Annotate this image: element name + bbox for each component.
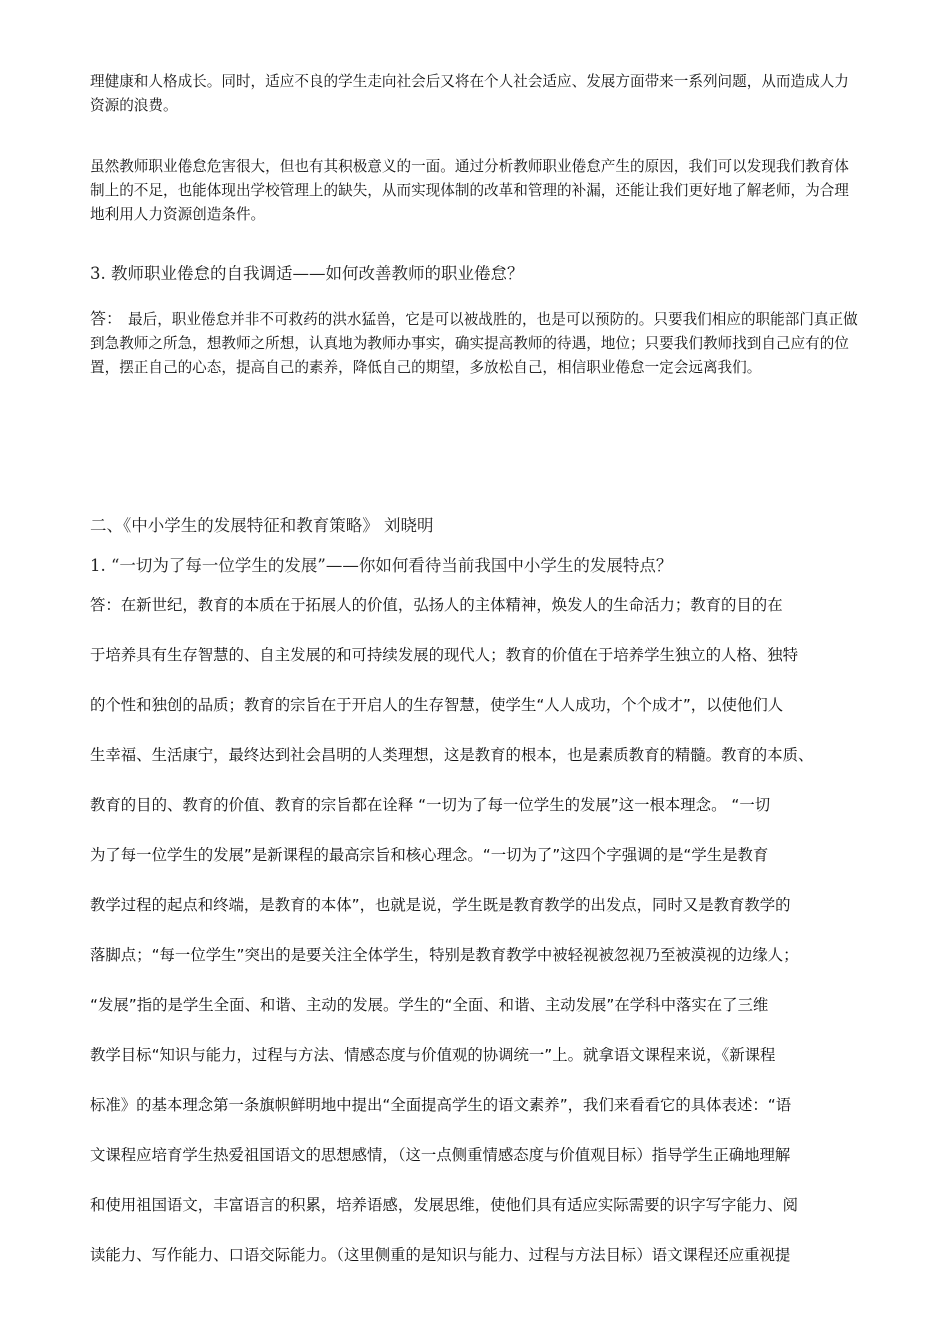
section-2-question-1: 1. “一切为了每一位学生的发展”——你如何看待当前我国中小学生的发展特点？ xyxy=(90,556,673,575)
question-3-heading: 3. 教师职业倦怠的自我调适——如何改善教师的职业倦怠？ xyxy=(90,264,524,283)
question-3-answer xyxy=(90,307,862,380)
answer-label: 答： xyxy=(90,309,123,328)
answer-line: “发展”指的是学生全面、和谐、主动的发展。学生的“全面、和谐、主动发展”在学科中落实在了三维 xyxy=(90,996,769,1014)
answer-line: 为了每一位学生的发展”是新课程的最高宗旨和核心理念。“一切为了”这四个字强调的是“学生是教育 xyxy=(90,846,769,864)
answer-line: 文课程应培育学生热爱祖国语文的思想感情，（这一点侧重情感态度与价值观目标）指导学生正确地理解 xyxy=(90,1146,791,1164)
paragraph-burnout-harm: 理健康和人格成长。同时，适应不良的学生走向社会后又将在个人社会适应、发展方面带来一系列问题，从而造成人力资源的浪费。 xyxy=(90,73,849,114)
answer-line: 答：在新世纪，教育的本质在于拓展人的价值，弘扬人的主体精神，焕发人的生命活力；教育的目的在 xyxy=(90,596,783,614)
answer-line: 生幸福、生活康宁，最终达到社会昌明的人类理想，这是教育的根本，也是素质教育的精髓。教育的本质、 xyxy=(90,746,814,764)
answer-line: 教育的目的、教育的价值、教育的宗旨都在诠释 “一切为了每一位学生的发展”这一根本理念。 “一切 xyxy=(90,796,771,814)
answer-line: 的个性和独创的品质；教育的宗旨在于开启人的生存智慧，使学生“人人成功，个个成才”，以使他们人 xyxy=(90,696,784,714)
answer-line: 教学目标“知识与能力，过程与方法、情感态度与价值观的协调统一”上。就拿语文课程来说，《新课程 xyxy=(90,1046,776,1064)
answer-line: 落脚点；“每一位学生”突出的是要关注全体学生，特别是教育教学中被轻视被忽视乃至被漠视的边缘人； xyxy=(90,946,799,964)
paragraph-burnout-positive: 虽然教师职业倦怠危害很大，但也有其积极意义的一面。通过分析教师职业倦怠产生的原因，我们可以发现我们教育体制上的不足，也能体现出学校管理上的缺失，从而实现体制的改革和管理的补漏，还能让我们更好地了解老师，为合理地利用人力资源创造条件。 xyxy=(90,158,849,223)
section-2-answer xyxy=(90,580,865,1280)
answer-line: 教学过程的起点和终端，是教育的本体”，也就是说，学生既是教育教学的出发点，同时又是教育教学的 xyxy=(90,896,791,914)
answer-line: 于培养具有生存智慧的、自主发展的和可持续发展的现代人；教育的价值在于培养学生独立的人格、独特 xyxy=(90,646,798,664)
section-2-title: 二、《中小学生的发展特征和教育策略》 刘晓明 xyxy=(90,516,434,535)
answer-line: 和使用祖国语文，丰富语言的积累，培养语感，发展思维，使他们具有适应实际需要的识字写字能力、阅 xyxy=(90,1196,798,1214)
answer-line: 读能力、写作能力、口语交际能力。（这里侧重的是知识与能力、过程与方法目标）语文课程还应重视提 xyxy=(90,1246,791,1264)
answer-text: 最后，职业倦怠并非不可救药的洪水猛兽，它是可以被战胜的，也是可以预防的。只要我们相应的职能部门真正做到急教师之所急，想教师之所想，认真地为教师办事实，确实提高教师的待遇，地位；只要我们教师找到自己应有的位置，摆正自己的心态，提高自己的素养，降低自己的期望，多放松自己，相信职业倦怠一定会远离我们。 xyxy=(90,311,858,376)
answer-line: 标准》的基本理念第一条旗帜鲜明地中提出“全面提高学生的语文素养”，我们来看看它的具体表述：“语 xyxy=(90,1096,792,1114)
